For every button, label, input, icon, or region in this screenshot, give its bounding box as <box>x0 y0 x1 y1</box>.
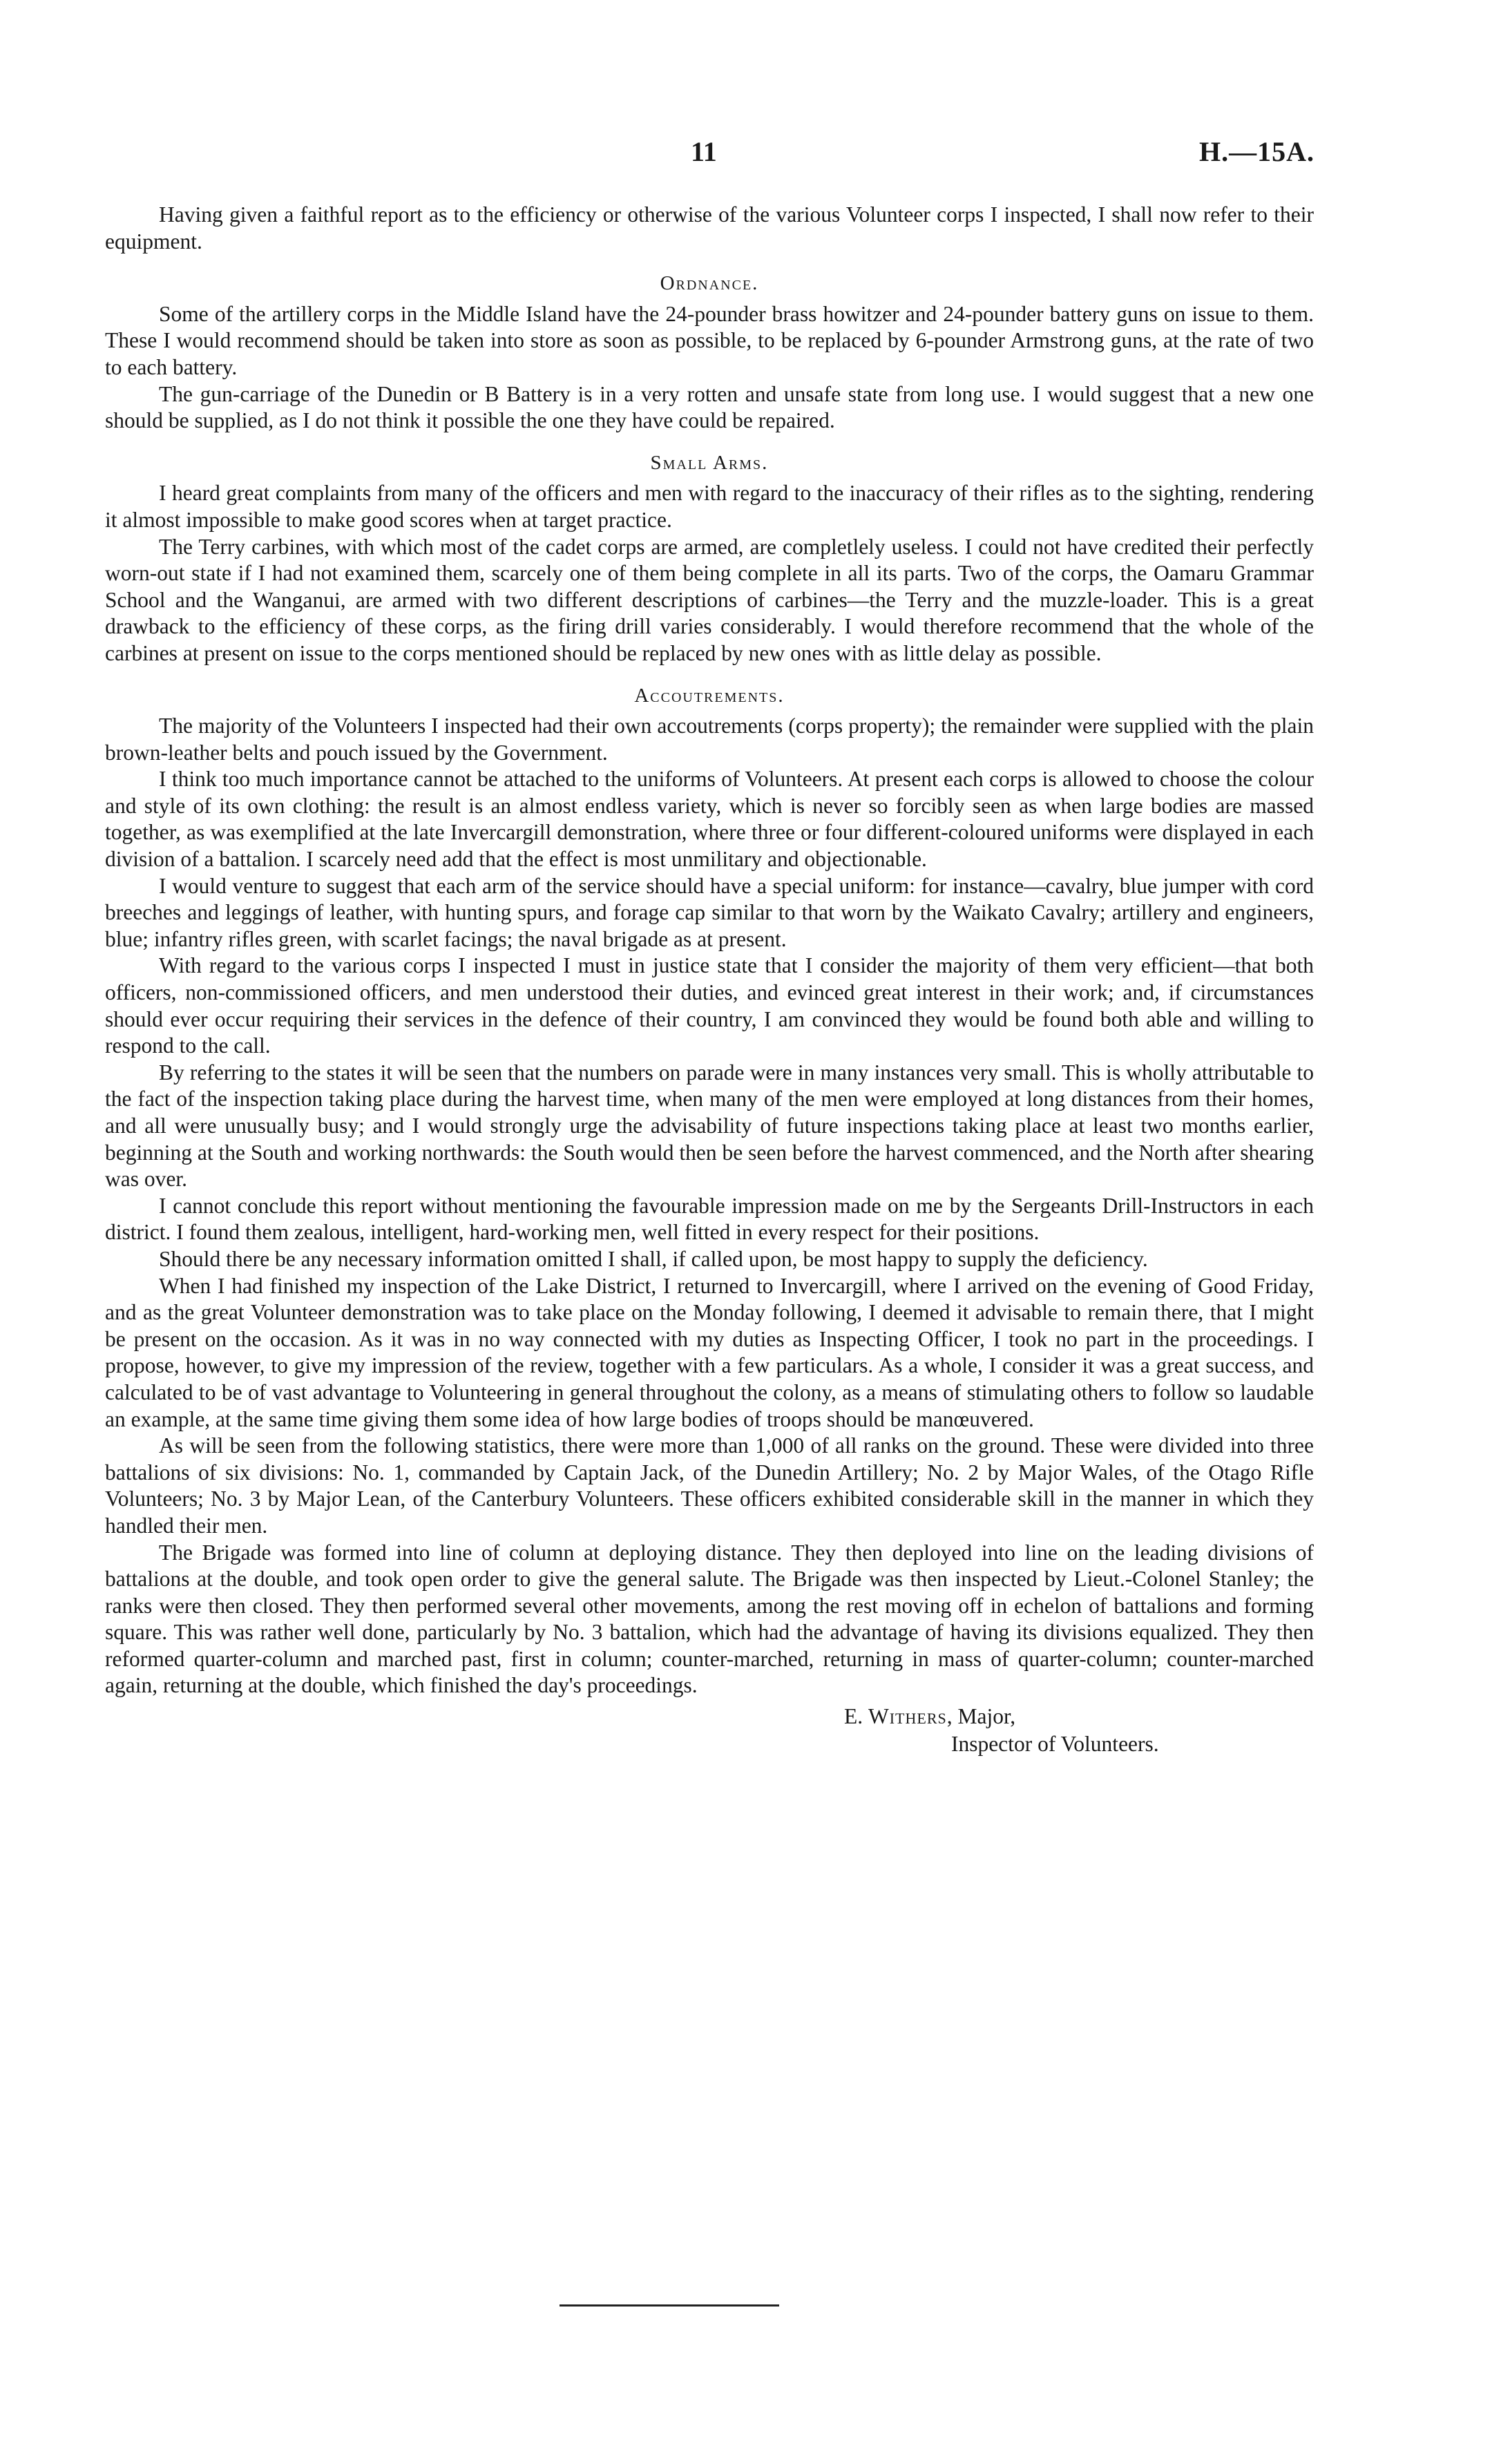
paragraph: I cannot conclude this report without mentioning the favourable impression made on me by the Sergeants Drill-Instructors in each district. I found them zealous, intelligent, hard-working men, well fitted in every respect for their positions. <box>105 1193 1314 1245</box>
intro-paragraph: Having given a faithful report as to the efficiency or otherwise of the various Volunteer corps I inspected, I shall now refer to their equipment. <box>105 202 1314 254</box>
paragraph: As will be seen from the following statistics, there were more than 1,000 of all ranks on the ground. These were divided into three battalions of six divisions: No. 1, commanded by Captain Jack, of the Dunedin Artillery; No. 2 by Major Wales, of the Otago Rifle Volunteers; No. 3 by Major Lean, of the Canterbury Volunteers. These officers exhibited considerable skill in the manner in which they handled their men. <box>105 1433 1314 1538</box>
paragraph: I heard great complaints from many of the officers and men with regard to the inaccuracy of their rifles as to the sighting, rendering it almost impossible to make good scores when at target practice. <box>105 481 1314 532</box>
paragraph: When I had finished my inspection of the Lake District, I returned to Invercargill, where I arrived on the evening of Good Friday, and as the great Volunteer demonstration was to take place on the Monday following, I deemed it advisable to remain there, that I might be present on the occasion. As it was in no way connected with my duties as Inspecting Officer, I took no part in the proceedings. I propose, however, to give my impression of the review, together with a few particulars. As a whole, I consider it was a great success, and calculated to be of vast advantage to Volunteering in general throughout the colony, as a means of stimulating others to follow so laudable an example, at the same time giving them some idea of how large bodies of troops should be manœuvered. <box>105 1273 1314 1431</box>
signatory-rank: , Major, <box>946 1704 1016 1729</box>
signatory-initial: E. <box>844 1704 863 1729</box>
page-header <box>0 135 1501 177</box>
signatory-name <box>844 1703 1015 1730</box>
page-number: 11 <box>691 136 717 167</box>
paragraph: By referring to the states it will be seen that the numbers on parade were in many instances very small. This is wholly attributable to the fact of the inspection taking place during the harvest time, when many of the men were employed at long distances from their homes, and all were unusually busy; and I would strongly urge the advisability of future inspections taking place at least two months earlier, beginning at the South and working northwards: the South would then be seen before the harvest commenced, and the North after shearing was over. <box>105 1060 1314 1192</box>
paragraph: Should there be any necessary information omitted I shall, if called upon, be most happy to supply the deficiency. <box>159 1246 1148 1271</box>
paragraph: The Terry carbines, with which most of the cadet corps are armed, are completlely useless. I could not have credited their perfectly worn-out state if I had not examined them, scarcely one of them being complete in all its parts. Two of the corps, the Oamaru Grammar School and the Wanganui, are armed with two different descriptions of carbines—the Terry and the muzzle-loader. This is a great drawback to the efficiency of these corps, as the firing drill varies considerably. I would therefore recommend that the whole of the carbines at present on issue to the corps mentioned should be replaced by new ones with as little delay as possible. <box>105 534 1314 665</box>
document-reference: H.—15A. <box>1199 136 1314 167</box>
signatory-title: Inspector of Volunteers. <box>951 1732 1159 1757</box>
paragraph: The Brigade was formed into line of column at deploying distance. They then deployed into line on the leading divisions of battalions at the double, and took open order to give the general salute. The Brigade was then inspected by Lieut.-Colonel Stanley; the ranks were then closed. They then performed several other movements, among the rest moving off in echelon of battalions and forming square. This was rather well done, particularly by No. 3 battalion, which had the advantage of having its divisions equalized. They then reformed quarter-column and marched past, first in column; counter-marched, returning in mass of quarter-column; counter-marched again, returning at the double, which finished the day's proceedings. <box>105 1540 1314 1698</box>
paragraph: I would venture to suggest that each arm of the service should have a special uniform: for instance—cavalry, blue jumper with cord breeches and leggings of leather, with hunting spurs, and forage cap similar to that worn by the Waikato Cavalry; artillery and engineers, blue; infantry rifles green, with scarlet facings; the naval brigade as at present. <box>105 873 1314 951</box>
section-heading-ordnance: Ordnance. <box>660 272 759 295</box>
section-heading-small-arms: Small Arms. <box>650 451 769 474</box>
signatory-surname: Withers <box>868 1704 947 1729</box>
signature-block <box>105 1703 1314 1773</box>
paragraph: Some of the artillery corps in the Middle Island have the 24-pounder brass howitzer and 24-pounder battery guns on issue to them. These I would recommend should be taken into store as soon as possible, to be replaced by 6-pounder Armstrong guns, at the rate of two to each battery. <box>105 301 1314 379</box>
section-heading-accoutrements: Accoutrements. <box>634 684 785 707</box>
closing-rule <box>560 2304 779 2307</box>
paragraph: I think too much importance cannot be attached to the uniforms of Volunteers. At present each corps is allowed to choose the colour and style of its own clothing: the result is an almost endless variety, which is never so forcibly seen as when large bodies are massed together, as was exemplified at the late Invercargill demonstration, where three or four different-coloured uniforms were displayed in each division of a battalion. I scarcely need add that the effect is most unmilitary and objectionable. <box>105 767 1314 872</box>
paragraph: The gun-carriage of the Dunedin or B Battery is in a very rotten and unsafe state from long use. I would suggest that a new one should be supplied, as I do not think it possible the one they have could be repaired. <box>105 381 1314 433</box>
paragraph: With regard to the various corps I inspected I must in justice state that I consider the majority of them very efficient—that both officers, non-commissioned officers, and men understood their duties, and evinced great interest in their work; and, if circumstances should ever occur requiring their services in the defence of their country, I am convinced they would be found both able and willing to respond to the call. <box>105 953 1314 1058</box>
report-body <box>105 202 1314 1773</box>
paragraph: The majority of the Volunteers I inspected had their own accoutrements (corps property); the remainder were supplied with the plain brown-leather belts and pouch issued by the Government. <box>105 714 1314 765</box>
